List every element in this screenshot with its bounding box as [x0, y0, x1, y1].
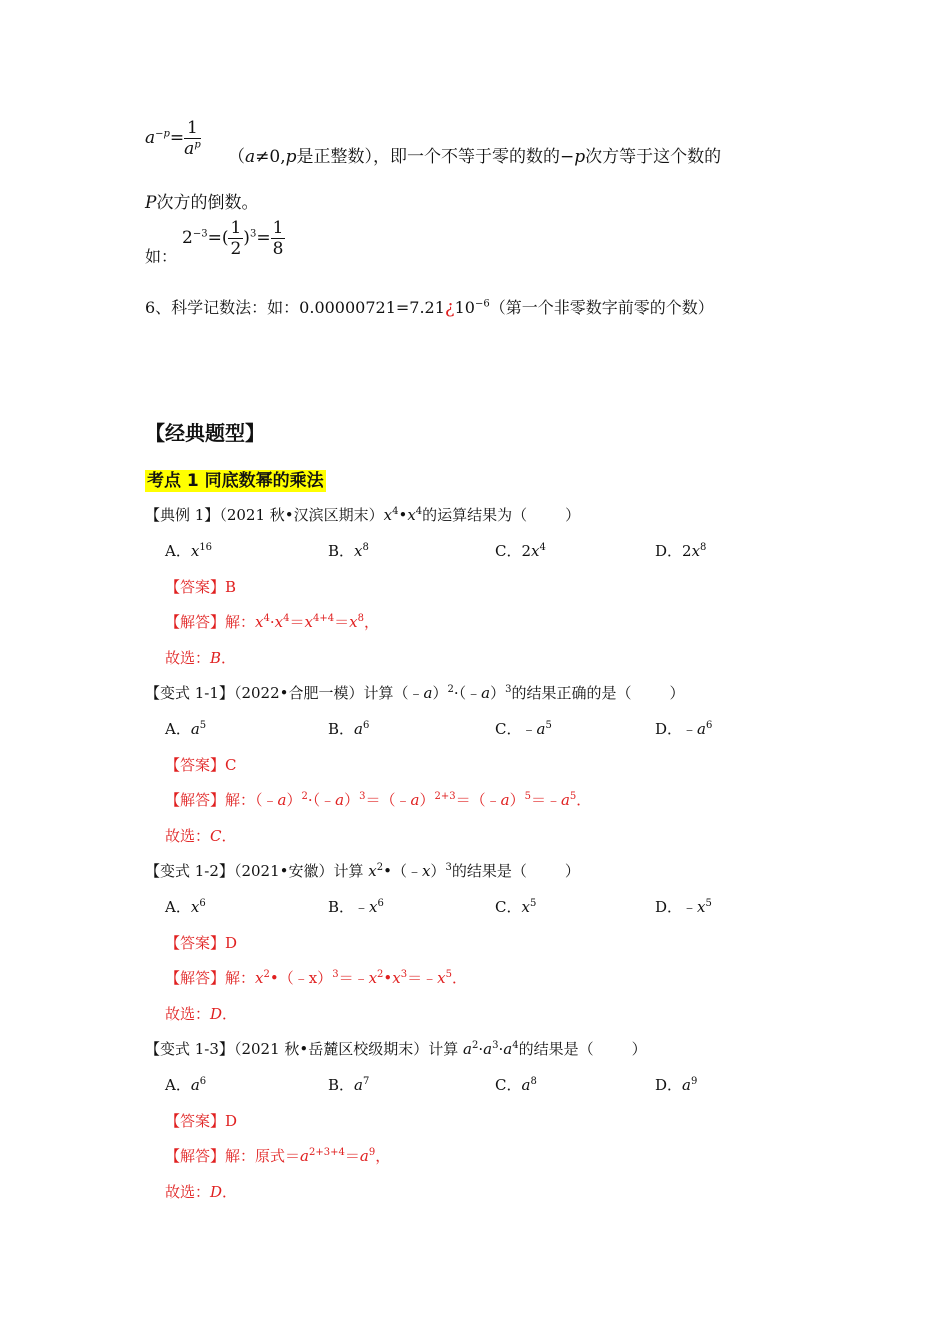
example-frac2 — [271, 218, 286, 259]
solution-label: 【解答】 — [165, 791, 226, 809]
problem-source: （2022•合肥一模） — [233, 684, 364, 702]
formula-lhs-base: a — [145, 128, 156, 148]
solution-line: 【解答】解：$(﹣a)^2\cdot(﹣a)^3=(﹣a)^{2+3}=(﹣a)^5=﹣a^5$． — [165, 791, 592, 809]
option-c[interactable]: C．$x^5$ — [495, 898, 537, 916]
option-a[interactable]: A．$x^{16}$ — [165, 542, 213, 560]
example-lhs-exp: −3 — [192, 228, 208, 240]
condition-p2: p — [574, 147, 586, 167]
problem-stem: 【变式 1-1】（2022•合肥一模）计算（﹣a）$^2$·（﹣a）$^3$的结果正确的是（ ） — [145, 684, 685, 702]
condition-text: 是正整数），即一个不等于零的数的− — [296, 147, 575, 167]
solution-line: 【解答】解：$x^2•(﹣x)^3=﹣x^2•x^3=﹣x^5$． — [165, 969, 467, 987]
example-den1: 2 — [230, 239, 242, 259]
formula-fraction — [184, 118, 201, 159]
scientific-notation-line — [145, 298, 714, 318]
option-c[interactable]: C．$2x^4$ — [495, 542, 546, 560]
condition-ne: ≠0, — [255, 147, 286, 167]
option-b[interactable]: B．$x^8$ — [328, 542, 369, 560]
answer-value: D — [225, 934, 238, 952]
option-b[interactable]: B．$a^6$ — [328, 720, 370, 738]
sci-exp: −6 — [474, 298, 490, 310]
sci-base: 10 — [454, 298, 475, 317]
topic-label: 考点 1 同底数幂的乘法 — [147, 471, 324, 491]
problem-stem: 【典例 1】（2021 秋•汉滨区期末）$x^4•x^4$的运算结果为（ ） — [145, 506, 581, 524]
answer-value: C — [225, 756, 237, 774]
answer-line — [165, 933, 237, 953]
solution-line: 【解答】解：原式$=a^{2+3+4}=a^9$， — [165, 1147, 391, 1165]
option-a[interactable]: A．$a^6$ — [165, 1076, 207, 1094]
problem-label: 【变式 1-2】 — [145, 862, 234, 880]
solution-line: 【解答】解：$x^4\cdot x^4=x^{4+4}=x^8$， — [165, 613, 379, 631]
solution-label: 【解答】 — [165, 969, 226, 987]
problem-source: （2021 秋•汉滨区期末） — [219, 506, 384, 524]
choose-line: 故选：C． — [165, 827, 237, 845]
topic-heading — [145, 466, 326, 491]
problem-label: 【典例 1】 — [145, 506, 220, 524]
solution-label: 【解答】 — [165, 1147, 226, 1165]
line2-text: 次方的倒数。 — [156, 193, 259, 213]
solution-label: 【解答】 — [165, 613, 226, 631]
example-lhs: 2 — [182, 228, 193, 248]
choose-line: 故选：D． — [165, 1183, 238, 1201]
answer-line — [165, 755, 237, 775]
example-eq2: = — [256, 228, 271, 248]
example-formula — [182, 218, 285, 259]
sci-char: ¿ — [444, 297, 455, 318]
option-d[interactable]: D．$﹣a^6$ — [655, 720, 713, 738]
choose-line: 故选：D． — [165, 1005, 238, 1023]
answer-label: 【答案】 — [165, 1112, 226, 1130]
problem-source: （2021 秋•岳麓区校级期末） — [233, 1040, 429, 1058]
formula-den-base: a — [184, 139, 195, 159]
sci-text: 6、科学记数法：如：0.00000721=7.21 — [145, 298, 445, 317]
option-b[interactable]: B．$a^7$ — [328, 1076, 370, 1094]
condition-a: a — [245, 147, 256, 167]
problem-stem: 【变式 1-2】（2021•安徽）计算 $x^2•(﹣x)^3$的结果是（ ） — [145, 862, 580, 880]
answer-label: 【答案】 — [165, 934, 226, 952]
example-eq1: =( — [207, 228, 229, 248]
option-d[interactable]: D．$2x^8$ — [655, 542, 707, 560]
formula-condition — [228, 147, 721, 167]
formula-den-exp: p — [194, 139, 201, 151]
answer-value: B — [225, 578, 237, 596]
sci-tail: （第一个非零数字前零的个数） — [489, 298, 714, 317]
answer-label: 【答案】 — [165, 578, 226, 596]
option-d[interactable]: D．$a^9$ — [655, 1076, 698, 1094]
example-label: 如： — [145, 247, 178, 266]
section-title: 【经典题型】 — [145, 421, 265, 445]
answer-label: 【答案】 — [165, 756, 226, 774]
example-num1: 1 — [230, 218, 242, 238]
answer-line — [165, 1111, 237, 1131]
condition-p: p — [285, 147, 297, 167]
example-den2: 8 — [272, 239, 284, 259]
option-a[interactable]: A．$x^6$ — [165, 898, 206, 916]
answer-value: D — [225, 1112, 238, 1130]
answer-line — [165, 577, 236, 597]
choose-line: 故选：B． — [165, 649, 237, 667]
problem-label: 【变式 1-3】 — [145, 1040, 234, 1058]
condition-open: （ — [228, 147, 245, 167]
formula-eq: = — [169, 128, 185, 148]
problem-source: （2021•安徽） — [233, 862, 334, 880]
negative-exponent-formula — [145, 118, 201, 159]
example-num2: 1 — [272, 218, 284, 238]
condition-tail: 次方等于这个数的 — [585, 147, 722, 167]
formula-num: 1 — [184, 118, 201, 139]
option-c[interactable]: C．$﹣a^5$ — [495, 720, 552, 738]
line2-p: P — [145, 193, 157, 213]
problem-stem: 【变式 1-3】（2021 秋•岳麓区校级期末）计算 $a^2\cdot a^3\cdot a^4$的结果是（ ） — [145, 1040, 647, 1058]
reciprocal-line — [145, 193, 258, 213]
example-close: ) — [243, 228, 250, 248]
option-d[interactable]: D．$﹣x^5$ — [655, 898, 712, 916]
option-a[interactable]: A．$a^5$ — [165, 720, 207, 738]
example-exp2: 3 — [249, 228, 257, 240]
option-c[interactable]: C．$a^8$ — [495, 1076, 537, 1094]
problem-label: 【变式 1-1】 — [145, 684, 234, 702]
example-frac1 — [228, 218, 243, 259]
option-b[interactable]: B．$﹣x^6$ — [328, 898, 384, 916]
formula-lhs-exp: −p — [155, 128, 170, 140]
